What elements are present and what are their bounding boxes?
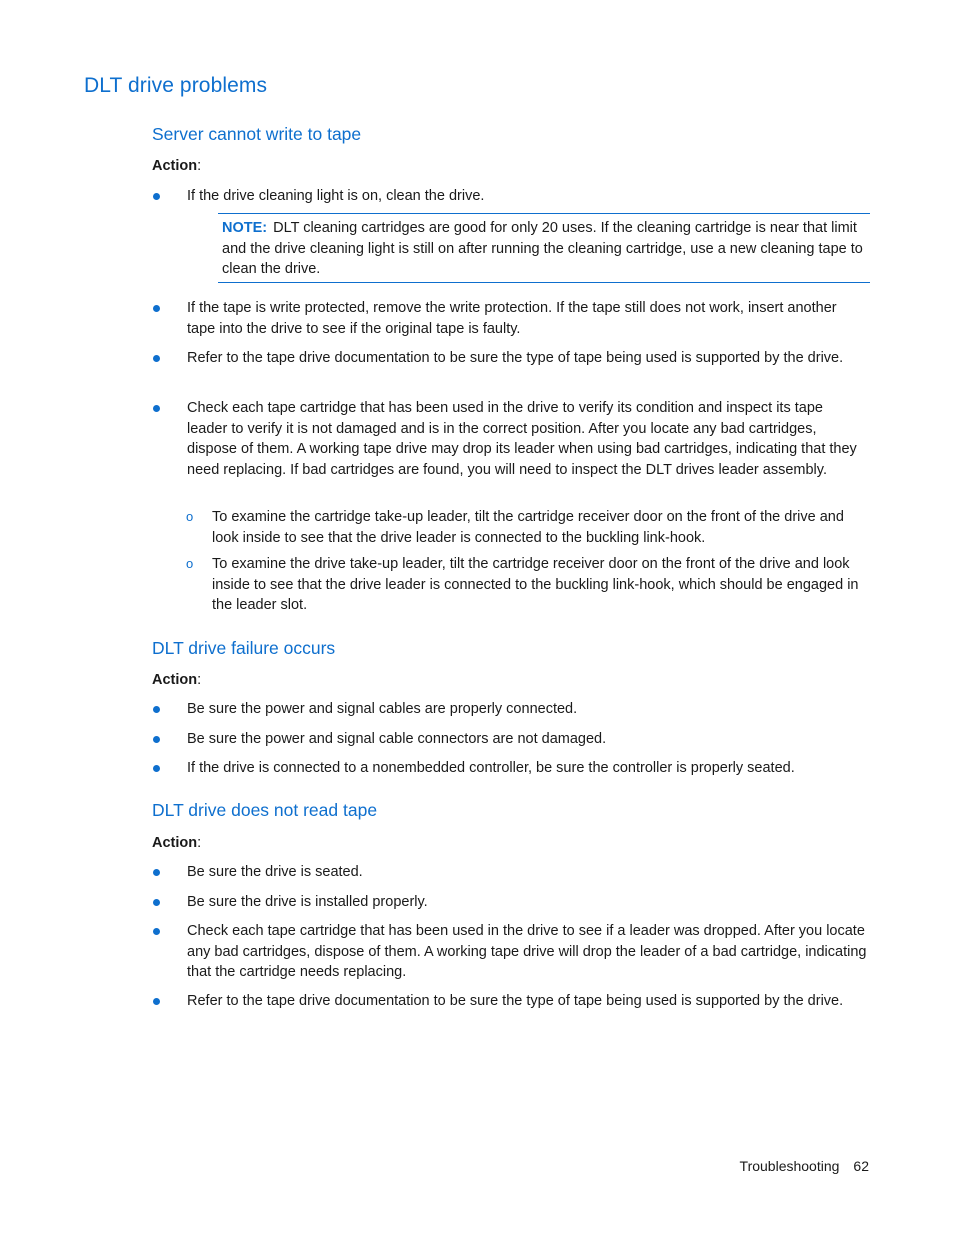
document-page: DLT drive problems Server cannot write to tape Action: If the drive cleaning light is on, clean the drive. NOTE: DLT cleaning cartridges are good for only 20 uses. If the cleaning cartridge is near that limit and the drive cleaning light is still on after running the cleaning cartridge, use a new cleaning tape to clean the drive. If the tape is write protected, remove the write protection. If the tape still does not work, insert another tape into the drive to see if the original tape is faulty. Refer to the tape drive documentation to be sure the type of tape being used is supported by the drive. Check each tape cartridge that has been used in the drive to verify its condition and inspect its tape leader to verify it is not damaged and is in the correct position. After you locate any bad cartridges, dispose of them. A working tape drive may drop its leader when using bad cartridges, indicating that they need replacing. If bad cartridges are found, you will need to inspect the DLT drives leader assembly. o To examine the cartridge take-up leader, tilt the cartridge receiver door on the front of the drive and look inside to see that the drive leader is connected to the buckling link-hook. o To examine the drive take-up leader, tilt the cartridge receiver door on the front of the drive and look inside to see that the drive leader is connected to the buckling link-hook, which should be engaged in the leader slot. DLT drive failure occurs Action: Be sure the power and signal cables are properly connected. Be sure the power and signal cable connectors are not damaged. If the drive is connected to a nonembedded controller, be sure the controller is properly seated. DLT drive does not read tape Action: Be sure the drive is seated. Be sure the drive is installed properly. Check each tape cartridge that has been used in the drive to see if a leader was dropped. After you locate any bad cartridges, dispose of them. A working tape drive will drop the leader of a bad cartridge, indicating that the cartridge needs replacing. Refer to the tape drive documentation to be sure the type of tape being used is supported by the drive. Troubleshooting 62 bbox=[84, 74, 869, 1174]
circle-bullet-icon: o bbox=[186, 556, 194, 571]
circle-bullet-icon: o bbox=[186, 509, 194, 524]
page-footer bbox=[740, 1158, 869, 1174]
section-heading-does-not-read: DLT drive does not read tape bbox=[152, 800, 378, 820]
bullet-icon bbox=[153, 998, 160, 1005]
bullet-icon bbox=[153, 305, 160, 312]
bullet-icon bbox=[153, 765, 160, 772]
footer-section: Troubleshooting bbox=[739, 1158, 840, 1174]
bullet-icon bbox=[153, 928, 160, 935]
section-heading-drive-failure: DLT drive failure occurs bbox=[152, 638, 336, 658]
note-box bbox=[218, 213, 870, 283]
note-text: DLT cleaning cartridges are good for only 20 uses. If the cleaning cartridge is near that limit and the drive cleaning light is still on after running the cleaning cartridge, use a new cleaning tape to clean the drive. bbox=[222, 220, 863, 278]
bullet-icon bbox=[153, 869, 160, 876]
page-title: DLT drive problems bbox=[84, 74, 268, 97]
action-label: Action: bbox=[152, 835, 202, 851]
bullet-icon bbox=[153, 355, 160, 362]
page-number: 62 bbox=[853, 1158, 869, 1174]
note-label: NOTE: bbox=[222, 220, 268, 236]
action-label: Action: bbox=[152, 158, 202, 174]
bullet-icon bbox=[153, 193, 160, 200]
bullet-icon bbox=[153, 405, 160, 412]
bullet-icon bbox=[153, 899, 160, 906]
bullet-icon bbox=[153, 736, 160, 743]
bullet-icon bbox=[153, 706, 160, 713]
section-heading-server-cannot-write: Server cannot write to tape bbox=[152, 124, 362, 144]
action-label: Action: bbox=[152, 672, 202, 688]
